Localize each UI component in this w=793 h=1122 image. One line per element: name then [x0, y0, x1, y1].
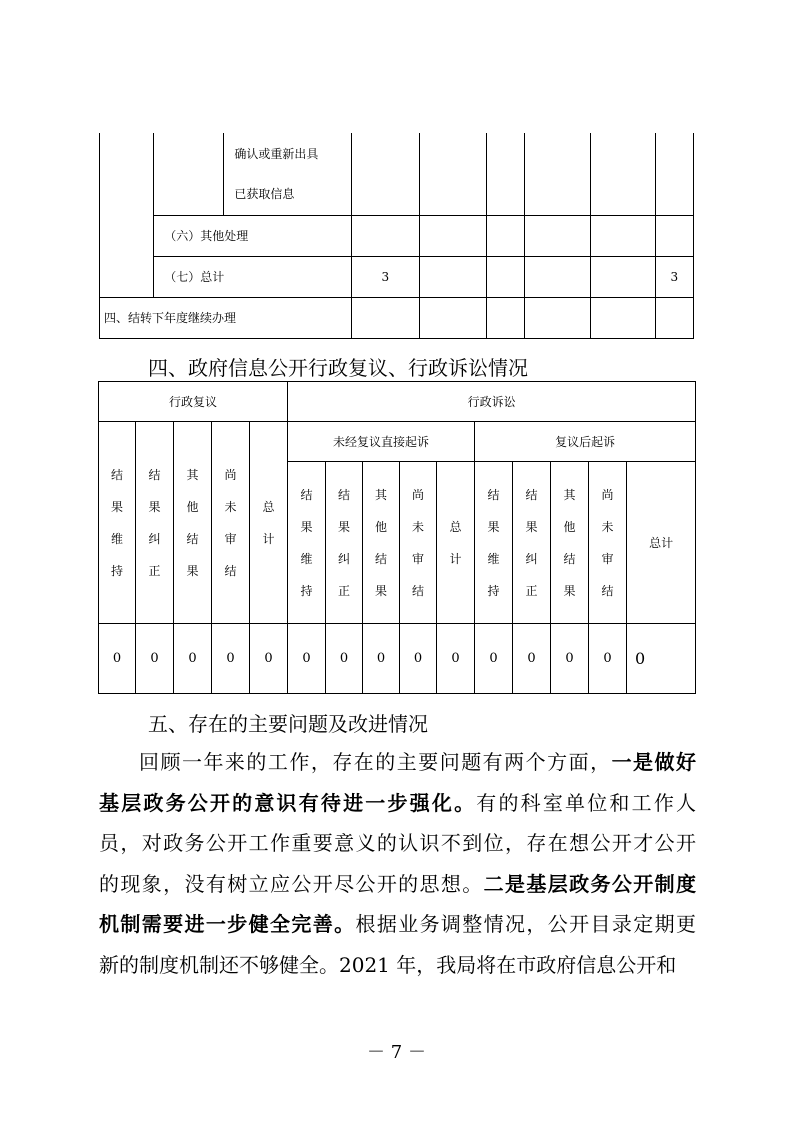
- cell: [525, 256, 591, 297]
- cell: [419, 215, 486, 256]
- header-admin-review: 行政复议: [99, 382, 288, 422]
- cell: [486, 215, 524, 256]
- value-cell: 0: [174, 624, 212, 694]
- value-cell: 0: [400, 624, 437, 694]
- cell: [525, 133, 591, 215]
- col-header-upheld: 结 果 维 持: [288, 462, 326, 624]
- col-header-total: 总 计: [250, 422, 288, 624]
- row-label-other: （六）其他处理: [154, 215, 352, 256]
- text-run: 回顾一年来的工作，存在的主要问题有两个方面，: [139, 750, 612, 774]
- row-label-carryover: 四、结转下年度继续办理: [100, 297, 352, 338]
- value-cell: 0: [551, 624, 589, 694]
- text-run: 的现象，没有树立应公开尽公开的思想。: [99, 871, 484, 896]
- cell: [486, 256, 524, 297]
- cell: [419, 297, 486, 338]
- disposition-table-continued: [99, 133, 694, 339]
- cell: [655, 133, 693, 215]
- row-label-line: 确认或重新出具: [234, 146, 319, 161]
- col-header-corrected: 结 果 纠 正: [136, 422, 174, 624]
- col-header-corrected: 结 果 纠 正: [513, 462, 551, 624]
- cell: [590, 133, 655, 215]
- row-label-line: 已获取信息: [234, 186, 295, 201]
- row-label-reissue: [224, 133, 352, 215]
- col-header-other: 其 他 结 果: [551, 462, 589, 624]
- bold-text-run: 二是基层政务公开制度: [483, 871, 697, 896]
- section-heading-review: 四、政府信息公开行政复议、行政诉讼情况: [148, 356, 528, 380]
- body-paragraph: [99, 742, 696, 985]
- cell: [419, 256, 486, 297]
- col-header-corrected: 结 果 纠 正: [326, 462, 363, 624]
- cell: [525, 297, 591, 338]
- cell: [486, 297, 524, 338]
- text-run: 根据业务调整情况，公开目录定期更: [355, 912, 697, 936]
- text-run: 员，对政务公开工作重要意义的认识不到位，存在想公开才公开: [99, 831, 696, 855]
- col-header-other: 其 他 结 果: [363, 462, 400, 624]
- paragraph-line: [99, 864, 696, 905]
- cell: [351, 297, 419, 338]
- review-litigation-table: [98, 381, 696, 694]
- paragraph-line: [99, 783, 696, 824]
- cell: [351, 133, 419, 215]
- col-header-pending: 尚 未 审 结: [212, 422, 250, 624]
- value-cell: 0: [437, 624, 475, 694]
- col-header-pending: 尚 未 审 结: [400, 462, 437, 624]
- col-header-total-label: 总计: [627, 462, 696, 624]
- value-cell: 0: [136, 624, 174, 694]
- value-cell: 0: [250, 624, 288, 694]
- col-header-other: 其 他 结 果: [174, 422, 212, 624]
- value-cell: 0: [627, 624, 696, 694]
- cell: [351, 215, 419, 256]
- row-label-total: （七）总计: [154, 256, 352, 297]
- cell: [419, 133, 486, 215]
- value-cell: 0: [326, 624, 363, 694]
- bold-text-run: 机制需要进一步健全完善。: [99, 912, 356, 936]
- cell: [590, 215, 655, 256]
- bold-text-run: 一是做好: [611, 750, 697, 774]
- header-post-review-suit: 复议后起诉: [475, 422, 696, 462]
- total-value-first: 3: [351, 256, 419, 297]
- value-cell: 0: [513, 624, 551, 694]
- blank-cell: [100, 133, 154, 297]
- value-cell: 0: [99, 624, 136, 694]
- section-heading-problems: 五、存在的主要问题及改进情况: [148, 712, 428, 736]
- paragraph-line: [99, 742, 696, 783]
- text-run: 新的制度机制还不够健全。2021 年，我局将在市政府信息公开和: [99, 952, 677, 977]
- cell: [486, 133, 524, 215]
- header-admin-litigation: 行政诉讼: [288, 382, 696, 422]
- cell: [525, 215, 591, 256]
- blank-cell: [154, 133, 224, 215]
- value-cell: 0: [475, 624, 513, 694]
- cell: [590, 256, 655, 297]
- header-direct-suit: 未经复议直接起诉: [288, 422, 475, 462]
- value-cell: 0: [288, 624, 326, 694]
- value-cell: 0: [212, 624, 250, 694]
- cell: [590, 297, 655, 338]
- paragraph-line: [99, 945, 696, 986]
- cell: [655, 215, 693, 256]
- col-header-upheld: 结 果 维 持: [475, 462, 513, 624]
- value-cell: 0: [363, 624, 400, 694]
- col-header-pending: 尚 未 审 结: [589, 462, 627, 624]
- col-header-total: 总 计: [437, 462, 475, 624]
- cell: [655, 297, 693, 338]
- paragraph-line: [99, 904, 696, 945]
- page-number: － 7 －: [367, 1042, 426, 1063]
- total-value-sum: 3: [655, 256, 693, 297]
- paragraph-line: [99, 823, 696, 864]
- bold-text-run: 基层政务公开的意识有待进一步强化。: [99, 790, 477, 815]
- col-header-upheld: 结 果 维 持: [99, 422, 136, 624]
- value-cell: 0: [589, 624, 627, 694]
- text-run: 有的科室单位和工作人: [476, 790, 697, 815]
